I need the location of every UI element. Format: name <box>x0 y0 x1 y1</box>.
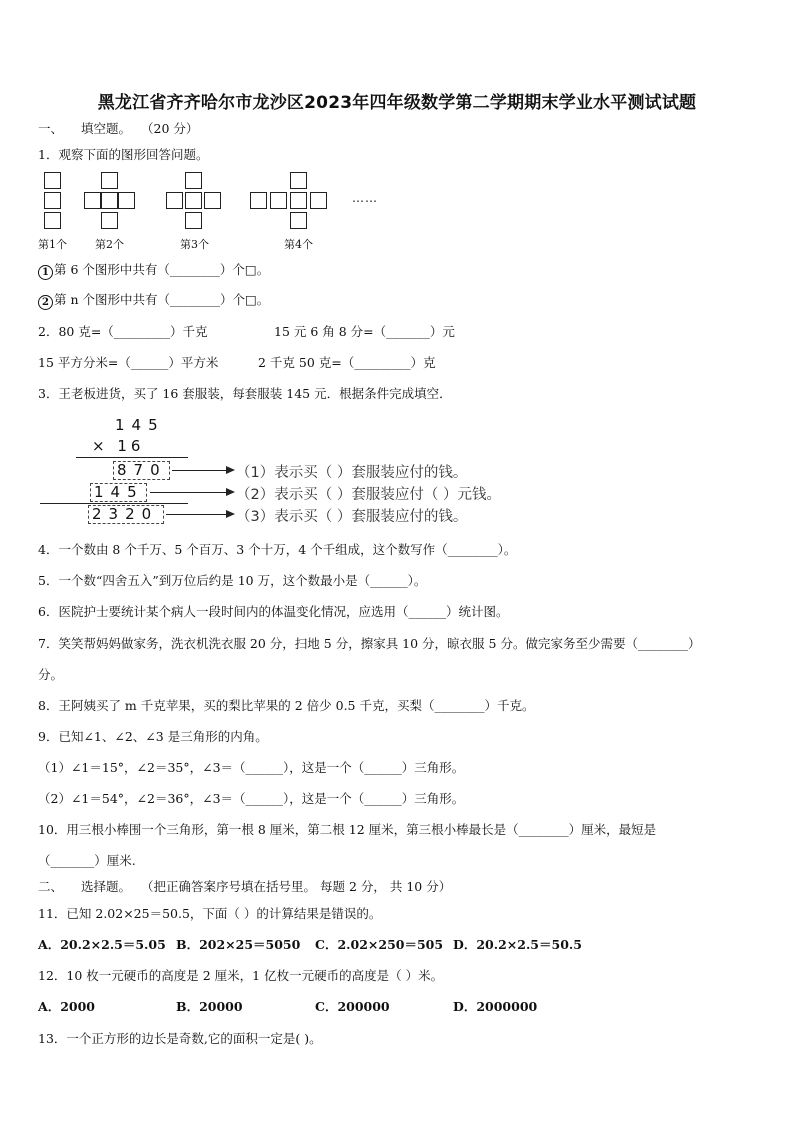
product: 2320 <box>92 505 159 523</box>
arrow-head-icon <box>226 466 235 474</box>
question-1-sub-1 <box>38 262 269 280</box>
square-box <box>185 212 202 229</box>
question-6: 6．医院护士要统计某个病人一段时间内的体温变化情况，应选用（______）统计图。 <box>38 604 509 619</box>
square-box <box>290 192 307 209</box>
q11-option-c: C．2.02×250＝505 <box>315 937 444 952</box>
q12-option-b: B．20000 <box>176 999 243 1014</box>
question-2-row-1b: 15 元 6 角 8 分=（_______）元 <box>274 324 455 339</box>
question-11-text: 11．已知 2.02×25＝50.5，下面（ ）的计算结果是错误的。 <box>38 906 382 921</box>
square-box <box>166 192 183 209</box>
square-box <box>310 192 327 209</box>
figure-label-4: 第4个 <box>284 238 313 251</box>
q11-option-d: D．20.2×2.5＝50.5 <box>453 937 582 952</box>
figure-label-3: 第3个 <box>180 238 209 251</box>
question-10-line-1: 10．用三根小棒围一个三角形，第一根 8 厘米，第二根 12 厘米，第三根小棒最长是（________）厘米，最短是 <box>38 822 657 837</box>
multiplier: × 16 <box>92 437 145 455</box>
question-9-sub-2: （2）∠1＝54°，∠2＝36°，∠3＝（______），这是一个（______）三角形。 <box>38 791 465 806</box>
multiplication-rule <box>76 457 188 458</box>
annotation-3: （3）表示买（ ）套服装应付的钱。 <box>236 509 468 525</box>
annotation-1: （1）表示买（ ）套服装应付的钱。 <box>236 465 468 481</box>
section-2-title: 选择题。 <box>81 879 132 894</box>
question-8: 8．王阿姨买了 m 千克苹果，买的梨比苹果的 2 倍少 0.5 千克，买梨（________）千克。 <box>38 698 535 713</box>
question-1-text: 1．观察下面的图形回答问题。 <box>38 147 209 162</box>
q11-option-a: A．20.2×2.5＝5.05 <box>38 937 166 952</box>
square-box <box>44 172 61 189</box>
q12-option-d: D．2000000 <box>453 999 538 1014</box>
square-box <box>101 192 118 209</box>
section-1-title: 填空题。 <box>81 121 132 136</box>
section-2-heading <box>38 879 451 895</box>
question-3-text: 3．王老板进货，买了 16 套服装，每套服装 145 元．根据条件完成填空． <box>38 386 452 401</box>
circled-number-2: 2 <box>38 295 53 310</box>
question-2-row-1a: 2．80 克=（_________）千克 <box>38 324 208 339</box>
square-box <box>204 192 221 209</box>
square-box <box>185 172 202 189</box>
square-box <box>44 192 61 209</box>
question-4: 4．一个数由 8 个千万、5 个百万、3 个十万，4 个千组成，这个数写作（________）。 <box>38 542 517 557</box>
q12-option-c: C．200000 <box>315 999 390 1014</box>
figure-label-2: 第2个 <box>95 238 124 251</box>
q12-option-a: A．2000 <box>38 999 95 1014</box>
question-12-text: 12．10 枚一元硬币的高度是 2 厘米，1 亿枚一元硬币的高度是（ ）米。 <box>38 968 444 983</box>
circled-number-1: 1 <box>38 265 53 280</box>
section-1-score: （20 分） <box>141 121 199 136</box>
square-box <box>118 192 135 209</box>
question-2-row-2a: 15 平方分米=（______）平方米 <box>38 355 219 370</box>
arrow-right-icon <box>172 470 226 471</box>
section-1-number: 一、 <box>38 121 64 136</box>
square-box <box>250 192 267 209</box>
ellipsis: …… <box>352 191 378 205</box>
section-2-desc: （把正确答案序号填在括号里。 每题 2 分， 共 10 分） <box>141 879 452 894</box>
square-box <box>185 192 202 209</box>
square-box <box>101 212 118 229</box>
arrow-right-icon <box>166 514 226 515</box>
sum-rule <box>40 503 188 504</box>
question-9-text: 9．已知∠1、∠2、∠3 是三角形的内角。 <box>38 729 268 744</box>
square-box <box>44 212 61 229</box>
question-1-sub-2 <box>38 292 269 310</box>
partial-product-2: 145 <box>94 483 144 501</box>
arrow-head-icon <box>226 510 235 518</box>
arrow-head-icon <box>226 488 235 496</box>
annotation-2: （2）表示买（ ）套服装应付（ ）元钱。 <box>236 487 501 503</box>
question-13: 13．一个正方形的边长是奇数,它的面积一定是( )。 <box>38 1031 322 1046</box>
q1-sub1-text: 第 6 个图形中共有（________）个□。 <box>54 262 270 277</box>
section-1-heading <box>38 121 198 137</box>
square-box <box>84 192 101 209</box>
square-box <box>290 172 307 189</box>
square-box <box>290 212 307 229</box>
q11-option-b: B．202×25＝5050 <box>176 937 301 952</box>
q1-sub2-text: 第 n 个图形中共有（________）个□。 <box>54 292 270 307</box>
arrow-right-icon <box>150 492 226 493</box>
section-2-number: 二、 <box>38 879 64 894</box>
question-7-line-1: 7．笑笑帮妈妈做家务，洗衣机洗衣服 20 分，扫地 5 分，擦家具 10 分，晾衣服 5 分。做完家务至少需要（________） <box>38 636 701 651</box>
square-box <box>101 172 118 189</box>
question-2-row-2b: 2 千克 50 克=（_________）克 <box>258 355 436 370</box>
question-10-line-2: （_______）厘米. <box>38 853 136 868</box>
square-box <box>270 192 287 209</box>
question-5: 5．一个数“四舍五入”到万位后约是 10 万，这个数最小是（______）。 <box>38 573 427 588</box>
question-9-sub-1: （1）∠1＝15°，∠2＝35°，∠3＝（______），这是一个（______）三角形。 <box>38 760 465 775</box>
multiplicand: 145 <box>115 416 165 434</box>
partial-product-1: 870 <box>117 461 167 479</box>
page-title: 黑龙江省齐齐哈尔市龙沙区2023年四年级数学第二学期期末学业水平测试试题 <box>97 93 697 113</box>
figure-label-1: 第1个 <box>38 238 67 251</box>
question-7-line-2: 分。 <box>38 667 64 682</box>
